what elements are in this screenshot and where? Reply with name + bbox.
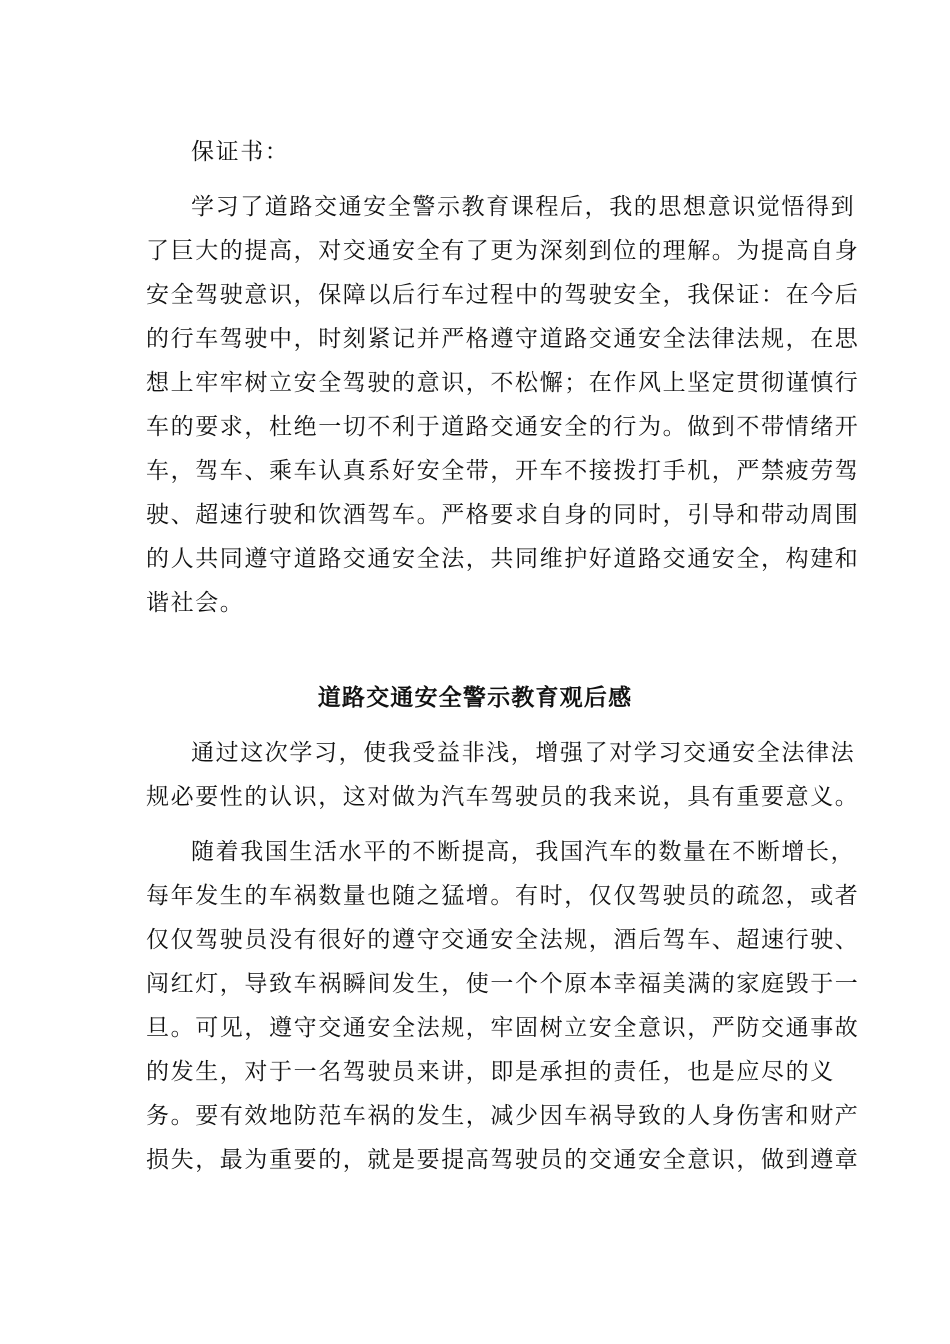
paragraph-line: 每年发生的车祸数量也随之猛增。有时，仅仅驾驶员的疏忽，或者: [146, 883, 860, 909]
paragraph-line: 的发生，对于一名驾驶员来讲，即是承担的责任，也是应尽的义: [146, 1059, 835, 1085]
pledge-line: 学习了道路交通安全警示教育课程后，我的思想意识觉悟得到: [191, 194, 856, 220]
pledge-line: 车的要求，杜绝一切不利于道路交通安全的行为。做到不带情绪开: [146, 414, 860, 440]
pledge-line: 驶、超速行驶和饮酒驾车。严格要求自身的同时，引导和带动周围: [146, 502, 860, 528]
pledge-line: 想上牢牢树立安全驾驶的意识，不松懈；在作风上坚定贯彻谨慎行: [146, 370, 860, 396]
paragraph-line: 仅仅驾驶员没有很好的遵守交通安全法规，酒后驾车、超速行驶、: [146, 927, 860, 953]
pledge-line: 的行车驾驶中，时刻紧记并严格遵守道路交通安全法律法规，在思: [146, 326, 860, 352]
paragraph-line: 闯红灯，导致车祸瞬间发生，使一个个原本幸福美满的家庭毁于一: [146, 971, 860, 997]
pledge-line: 安全驾驶意识，保障以后行车过程中的驾驶安全，我保证：在今后: [146, 282, 860, 308]
pledge-heading: 保证书：: [191, 139, 290, 165]
paragraph-line: 通过这次学习，使我受益非浅，增强了对学习交通安全法律法: [191, 740, 856, 766]
paragraph-line: 务。要有效地防范车祸的发生，减少因车祸导致的人身伤害和财产: [146, 1103, 860, 1129]
paragraph-line: 旦。可见，遵守交通安全法规，牢固树立安全意识，严防交通事故: [146, 1015, 860, 1041]
pledge-line: 车，驾车、乘车认真系好安全带，开车不接拨打手机，严禁疲劳驾: [146, 458, 860, 484]
paragraph-line: 规必要性的认识，这对做为汽车驾驶员的我来说，具有重要意义。: [146, 784, 860, 810]
essay-title: 道路交通安全警示教育观后感: [317, 684, 633, 711]
pledge-line: 谐社会。: [146, 590, 245, 616]
pledge-line: 了巨大的提高，对交通安全有了更为深刻到位的理解。为提高自身: [146, 238, 860, 264]
paragraph-line: 随着我国生活水平的不断提高，我国汽车的数量在不断增长，: [191, 839, 856, 865]
pledge-line: 的人共同遵守道路交通安全法，共同维护好道路交通安全，构建和: [146, 546, 860, 572]
paragraph-line: 损失，最为重要的，就是要提高驾驶员的交通安全意识，做到遵章: [146, 1147, 860, 1173]
